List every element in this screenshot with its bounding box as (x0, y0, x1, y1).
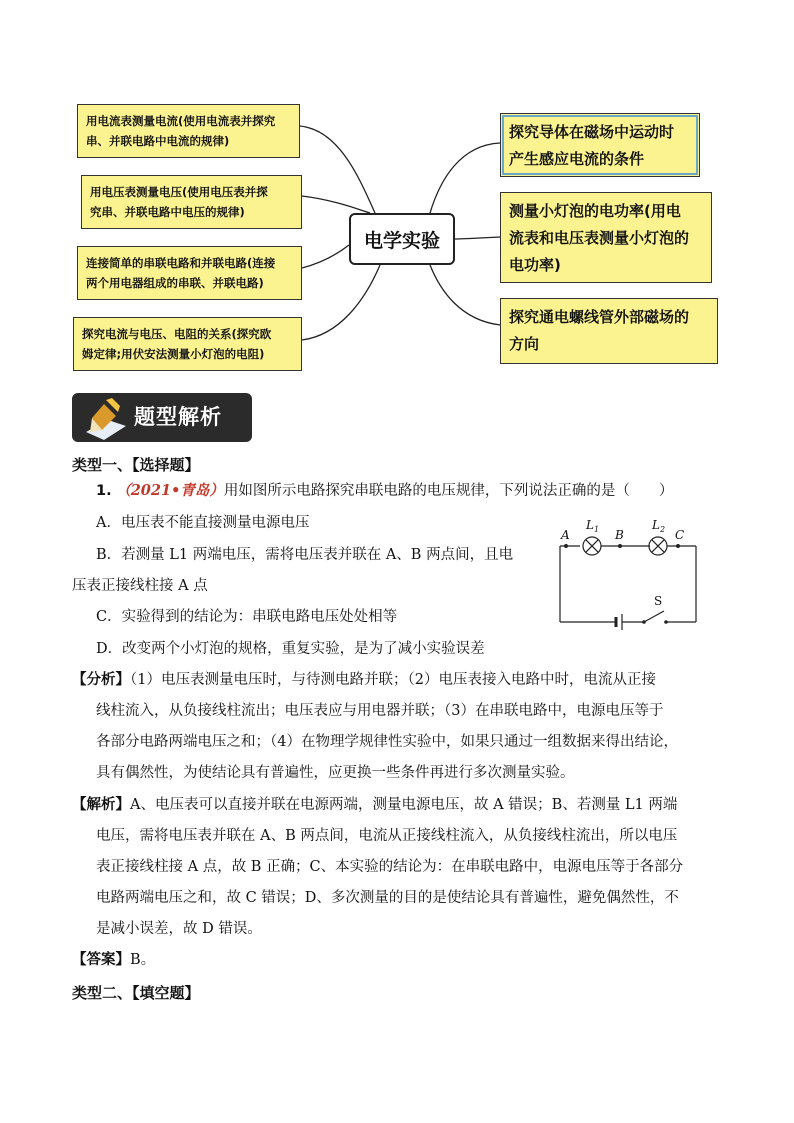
analysis-line4: 具有偶然性，为使结论具有普遍性，应更换一些条件再进行多次测量实验。 (96, 765, 575, 781)
solution-line1: 【解析】A、电压表可以直接并联在电源两端，测量电源电压，故 A 错误；B、若测量 L1 两端 (72, 797, 678, 813)
option-a: A．电压表不能直接测量电源电压 (96, 515, 310, 531)
label-c: C (675, 528, 685, 542)
label-b: B (615, 528, 624, 542)
mindmap-left-node-1: 用电流表测量电流(使用电流表并探究 串、并联电路中电流的规律) (77, 104, 300, 158)
analysis-line1: 【分析】（1）电压表测量电压时，与待测电路并联；（2）电压表接入电路中时，电流从正接 (72, 672, 656, 688)
analysis-line3: 各部分电路两端电压之和；（4）在物理学规律性实验中，如果只通过一组数据来得出结论， (96, 734, 678, 750)
circuit-diagram (548, 515, 708, 635)
mindmap-right-node-1: 探究导体在磁场中运动时 产生感应电流的条件 (500, 113, 700, 177)
option-c: C．实验得到的结论为：串联电路电压处处相等 (96, 609, 398, 625)
pencil-icon (82, 396, 130, 440)
mindmap-left-node-2: 用电压表测量电压(使用电压表并探 究串、并联电路中电压的规律) (81, 175, 302, 229)
label-l2: $L_2$ (652, 518, 666, 534)
option-b-line1: B．若测量 L1 两端电压，需将电压表并联在 A、B 两点间，且电 (96, 547, 514, 563)
solution-line5: 是减小误差，故 D 错误。 (96, 921, 262, 937)
solution-line2: 电压，需将电压表并联在 A、B 两点间，电流从正接线柱流入，从负接线柱流出，所以电压 (96, 828, 678, 844)
question-1-stem: 1. （2021•青岛）用如图所示电路探究串联电路的电压规律，下列说法正确的是（ ） (96, 482, 674, 499)
analysis-line2: 线柱流入，从负接线柱流出；电压表应与用电器并联；（3）在串联电路中，电源电压等于 (96, 703, 664, 719)
banner-title: 题型解析 (134, 405, 222, 429)
solution-line4: 电路两端电压之和，故 C 错误；D、多次测量的目的是使结论具有普遍性，避免偶然性，不 (96, 890, 679, 906)
option-b-line2: 压表正接线柱接 A 点 (72, 578, 208, 594)
mindmap-right-node-3: 探究通电螺线管外部磁场的 方向 (500, 298, 718, 364)
label-l1: $L_1$ (586, 518, 600, 534)
solution-line3: 表正接线柱接 A 点，故 B 正确；C、本实验的结论为：在串联电路中，电源电压等于各部分 (96, 859, 684, 875)
option-d: D．改变两个小灯泡的规格，重复实验，是为了减小实验误差 (96, 641, 485, 657)
label-s: S (654, 594, 663, 608)
switch-icon (644, 611, 664, 622)
label-a: A (561, 528, 570, 542)
section2-heading: 类型二、【填空题】 (72, 984, 200, 1002)
mindmap-left-node-4: 探究电流与电压、电阻的关系(探究欧 姆定律;用伏安法测量小灯泡的电阻) (73, 317, 302, 371)
mindmap-left-node-3: 连接简单的串联电路和并联电路(连接 两个用电器组成的串联、并联电路) (77, 246, 302, 300)
mindmap-right-node-2: 测量小灯泡的电功率(用电 流表和电压表测量小灯泡的 电功率) (500, 192, 712, 283)
mindmap-center-node: 电学实验 (349, 213, 455, 265)
section1-heading: 类型一、【选择题】 (72, 456, 200, 474)
answer: 【答案】B。 (72, 952, 156, 968)
